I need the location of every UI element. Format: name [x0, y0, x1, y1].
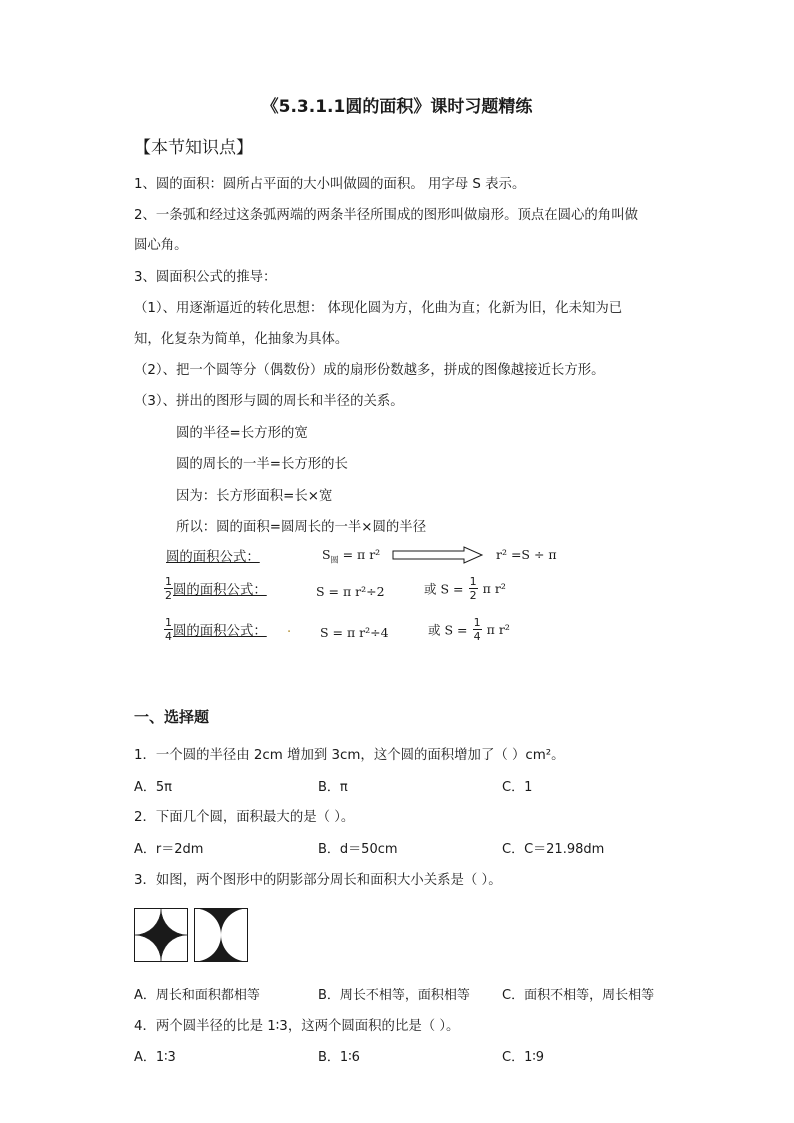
half-alt-numerator: 1	[469, 575, 477, 588]
quarter-formula: S = π r²÷4	[320, 625, 389, 640]
quarter-or: 或 S =	[428, 622, 468, 638]
half-circle-formula-row	[164, 576, 267, 601]
half-tail: π r²	[482, 581, 506, 596]
q3-option-b[interactable]: B．周长不相等，面积相等	[318, 988, 470, 1003]
question-4: 4．两个圆半径的比是 1∶3，这两个圆面积的比是（ ）。	[134, 1019, 460, 1034]
quarter-dot: .	[287, 621, 292, 636]
quarter-alt-numerator: 1	[473, 616, 481, 629]
q1-option-c[interactable]: C．1	[502, 780, 533, 795]
half-alt-fraction	[469, 576, 478, 601]
formula-area-derived: r² =S ÷ π	[496, 547, 557, 562]
formula-area-rhs: = π r²	[342, 547, 381, 562]
half-formula: S = π r²÷2	[316, 584, 385, 599]
right-arrow-icon	[392, 545, 484, 565]
half-or: 或 S =	[424, 581, 464, 597]
formula-area-label: 圆的面积公式：	[166, 550, 260, 565]
knowledge-point-3: 3、圆面积公式的推导：	[134, 270, 277, 285]
formula-area-S: S	[322, 547, 331, 562]
quarter-denominator: 4	[165, 630, 172, 643]
quarter-circle-formula-row	[164, 617, 267, 642]
q3-option-a[interactable]: A．周长和面积都相等	[134, 988, 260, 1003]
relation-half-circumference: 圆的周长的一半=长方形的长	[176, 457, 348, 472]
knowledge-point-3-2: （2）、把一个圆等分（偶数份）成的扇形份数越多，拼成的图像越接近长方形。	[134, 363, 605, 378]
quarter-tail: π r²	[486, 622, 510, 637]
q1-option-b[interactable]: B．π	[318, 780, 348, 795]
half-numerator: 1	[165, 575, 172, 588]
q2-option-a[interactable]: A．r＝2dm	[134, 842, 204, 857]
question-1: 1．一个圆的半径由 2cm 增加到 3cm，这个圆的面积增加了（ ）cm²。	[134, 748, 565, 763]
bowtie-shape-figure	[194, 908, 248, 962]
formula-area	[322, 547, 380, 566]
q4-option-a[interactable]: A．1∶3	[134, 1050, 176, 1065]
q3-option-c[interactable]: C．面积不相等，周长相等	[502, 988, 655, 1003]
half-alt-formula	[424, 576, 506, 601]
relation-because: 因为：长方形面积=长×宽	[176, 489, 333, 504]
knowledge-point-3-1-line-2: 知，化复杂为简单，化抽象为具体。	[134, 332, 349, 347]
knowledge-point-1: 1、圆的面积：圆所占平面的大小叫做圆的面积。 用字母 S 表示。	[134, 177, 526, 192]
knowledge-point-2-line-1: 2、一条弧和经过这条弧两端的两条半径所围成的图形叫做扇形。顶点在圆心的角叫做	[134, 208, 638, 223]
relation-therefore: 所以：圆的面积=圆周长的一半×圆的半径	[176, 520, 427, 535]
q1-option-a[interactable]: A．5π	[134, 780, 172, 795]
knowledge-point-2-line-2: 圆心角。	[134, 238, 188, 253]
q4-option-c[interactable]: C．1∶9	[502, 1050, 545, 1065]
quarter-alt-fraction	[473, 617, 482, 642]
half-fraction	[164, 576, 173, 601]
page-title: 《5.3.1.1圆的面积》课时习题精练	[261, 97, 533, 117]
choice-section-heading: 一、选择题	[134, 708, 210, 726]
quarter-fraction	[164, 617, 173, 642]
q4-option-b[interactable]: B．1∶6	[318, 1050, 360, 1065]
half-alt-denominator: 2	[469, 589, 477, 602]
half-denominator: 2	[165, 589, 172, 602]
knowledge-section-heading: 【本节知识点】	[134, 138, 253, 158]
formula-area-subscript: 圆	[330, 555, 339, 565]
quarter-alt-formula	[428, 617, 510, 642]
question-3: 3．如图，两个图形中的阴影部分周长和面积大小关系是（ ）。	[134, 873, 502, 888]
knowledge-point-3-1-line-1: （1）、用逐渐逼近的转化思想： 体现化圆为方，化曲为直；化新为旧，化未知为已	[134, 301, 623, 316]
q2-option-b[interactable]: B．d＝50cm	[318, 842, 398, 857]
star-shape-figure	[134, 908, 188, 962]
quarter-numerator: 1	[165, 616, 172, 629]
quarter-label: 圆的面积公式：	[173, 624, 267, 639]
question-2: 2．下面几个圆，面积最大的是（ ）。	[134, 810, 355, 825]
half-label: 圆的面积公式：	[173, 583, 267, 598]
knowledge-point-3-3: （3）、拼出的图形与圆的周长和半径的关系。	[134, 394, 404, 409]
q2-option-c[interactable]: C．C＝21.98dm	[502, 842, 605, 857]
quarter-alt-denominator: 4	[473, 630, 481, 643]
relation-radius: 圆的半径=长方形的宽	[176, 426, 308, 441]
